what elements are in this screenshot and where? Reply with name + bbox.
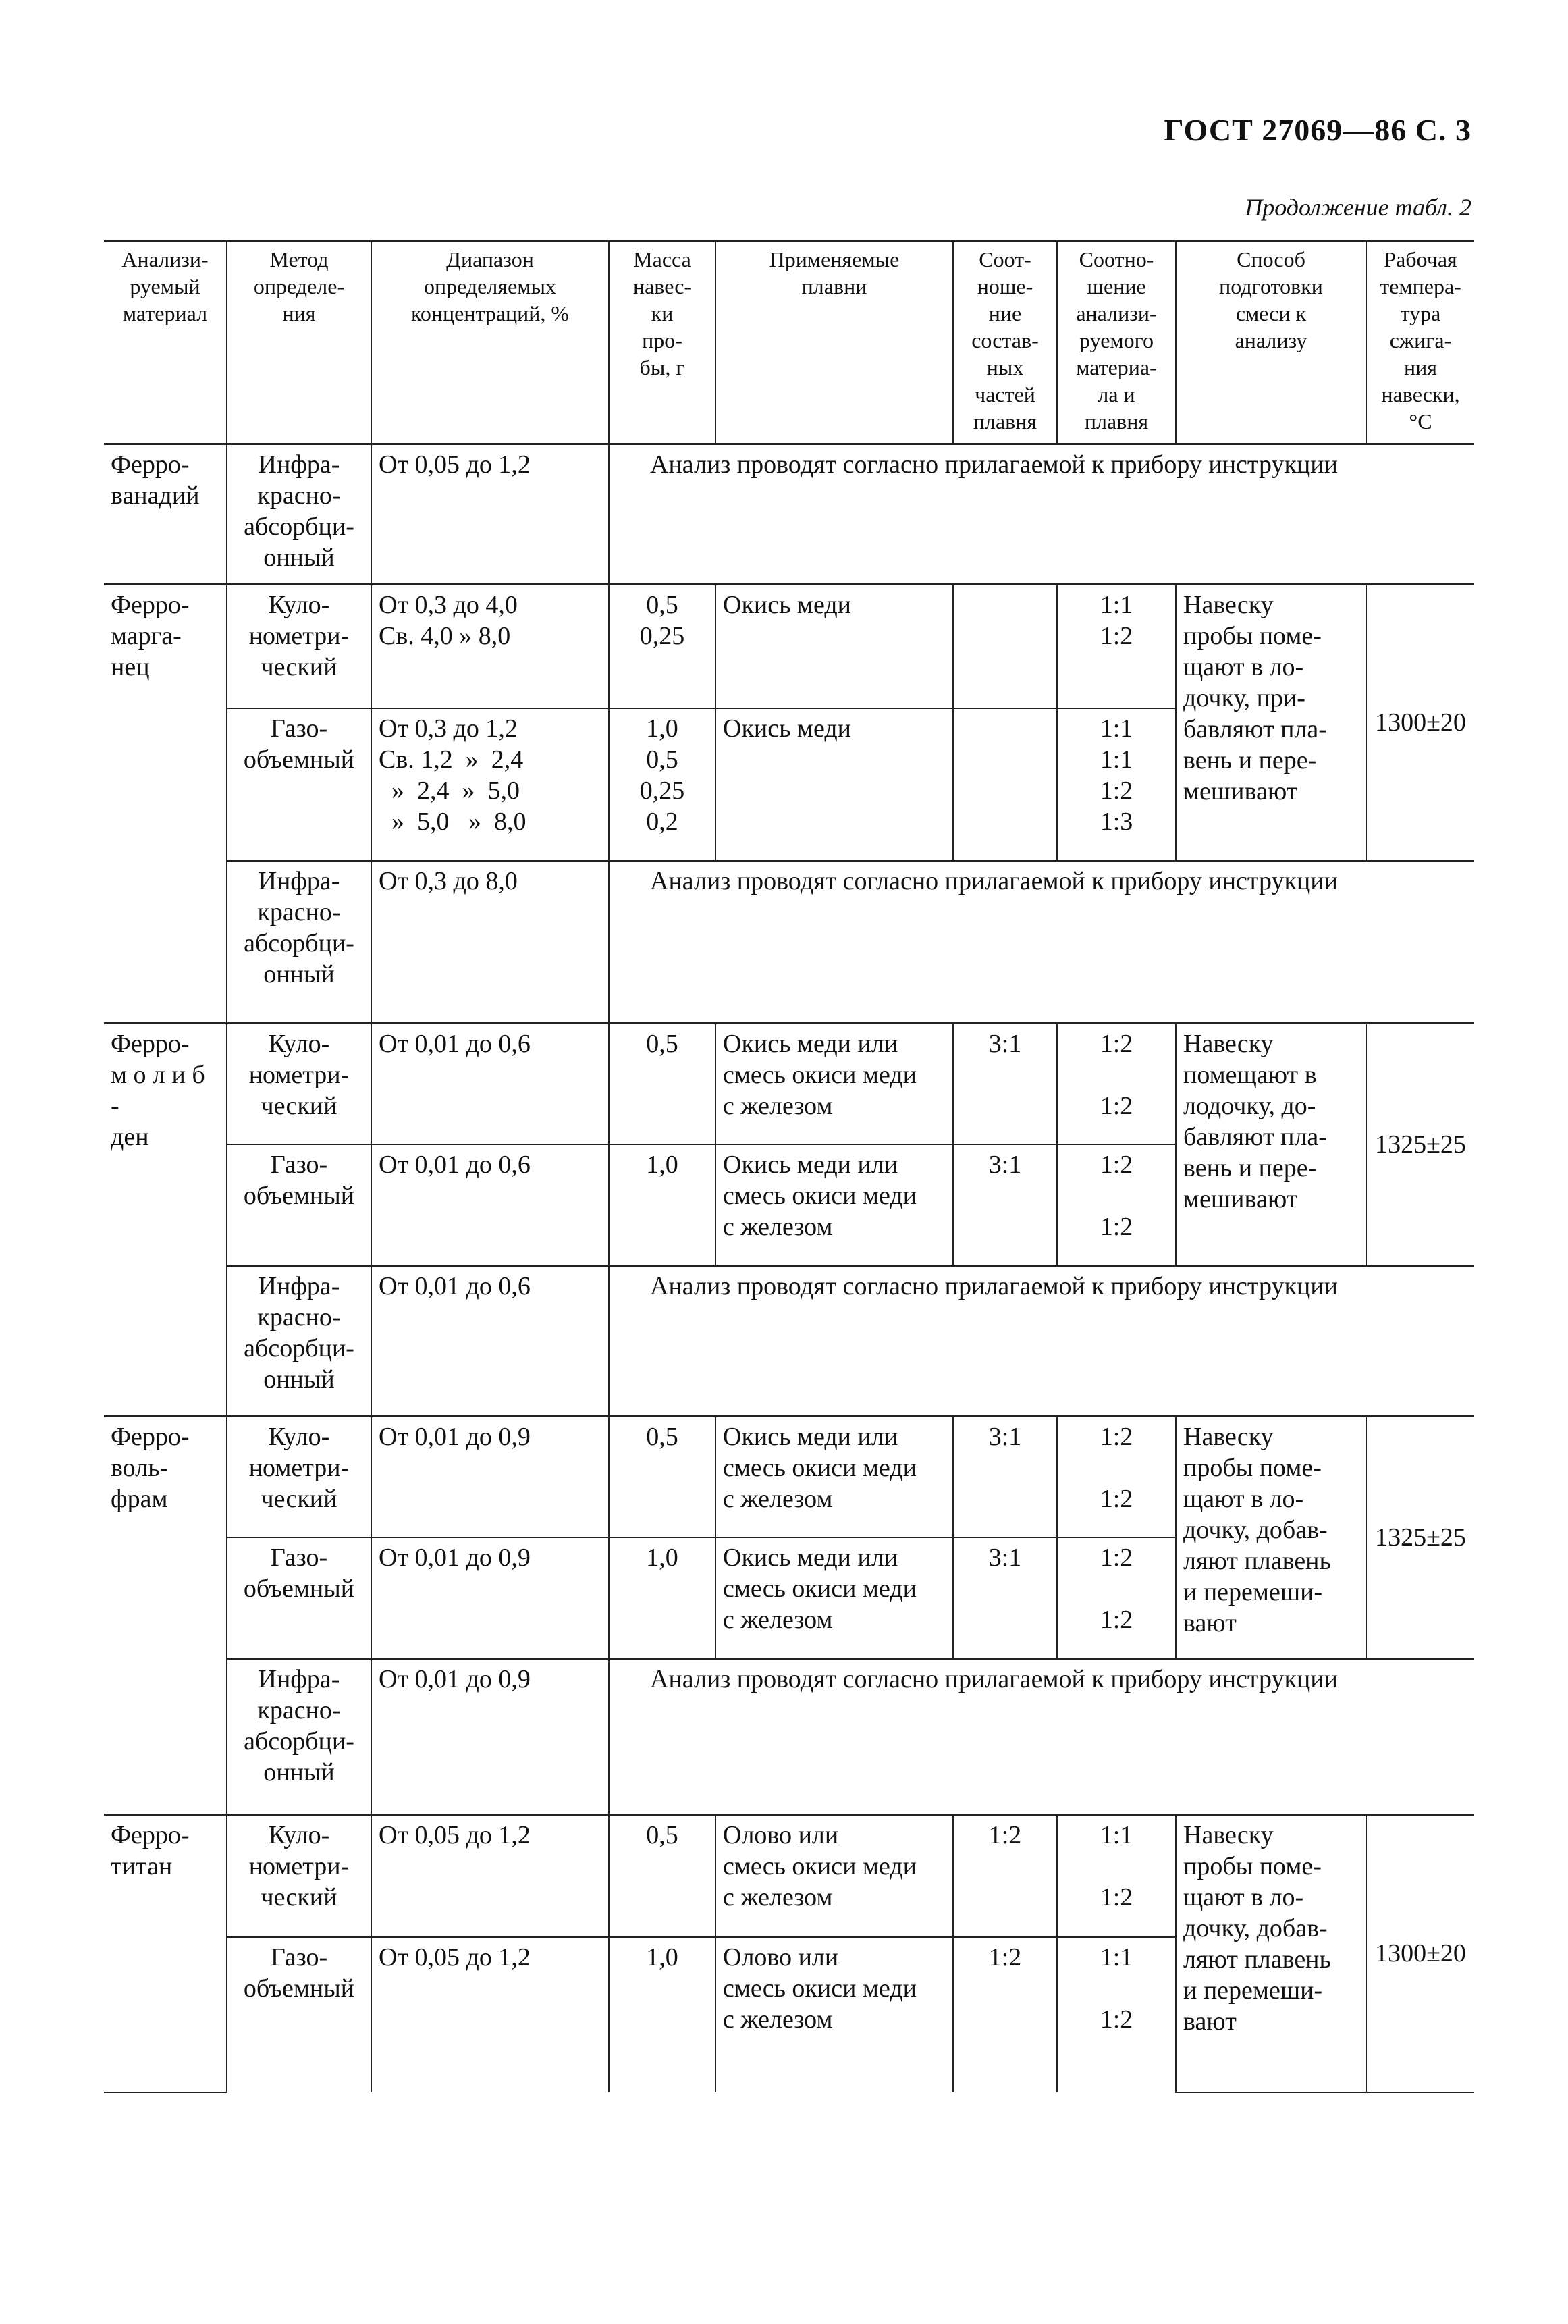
method-cell: Газо- объемный	[227, 1537, 371, 1659]
temp-cell: 1300±20	[1366, 1814, 1474, 2092]
method-cell: Инфра- красно- абсорбци- онный	[227, 1266, 371, 1416]
mass-cell: 1,0	[609, 1537, 715, 1659]
flux-table	[104, 240, 1474, 2093]
method-cell: Куло- нометри- ческий	[227, 1814, 371, 1937]
flux-cell: Окись меди	[715, 584, 953, 708]
material-cell: Ферро- м о л и б - ден	[104, 1023, 227, 1416]
mass-cell: 1,0	[609, 1937, 715, 2092]
table-row	[104, 1814, 1474, 1937]
ratio-sample-cell: 1:1 1:2	[1057, 1814, 1176, 1937]
method-cell: Газо- объемный	[227, 1937, 371, 2092]
range-cell: От 0,01 до 0,6	[371, 1266, 609, 1416]
ratio-sample-cell: 1:2 1:2	[1057, 1416, 1176, 1537]
range-cell: От 0,05 до 1,2	[371, 444, 609, 584]
prep-cell: Навеску помещают в лодочку, до- бавляют пла- вень и пере- мешивают	[1176, 1023, 1366, 1266]
range-cell: От 0,01 до 0,6	[371, 1144, 609, 1266]
ratio-parts-cell: 1:2	[953, 1937, 1057, 2092]
table-row	[104, 1416, 1474, 1537]
flux-cell: Окись меди или смесь окиси меди с железом	[715, 1144, 953, 1266]
mass-cell: 1,0 0,5 0,25 0,2	[609, 708, 715, 861]
temp-cell: 1325±25	[1366, 1023, 1474, 1266]
temp-cell: 1325±25	[1366, 1416, 1474, 1659]
ratio-sample-cell: 1:2 1:2	[1057, 1023, 1176, 1144]
ratio-parts-cell: 3:1	[953, 1144, 1057, 1266]
flux-cell: Окись меди или смесь окиси меди с железом	[715, 1023, 953, 1144]
mass-cell: 1,0	[609, 1144, 715, 1266]
flux-cell: Олово или смесь окиси меди с железом	[715, 1814, 953, 1937]
material-cell: Ферро- титан	[104, 1814, 227, 2092]
header-mass: Масса навес- ки про- бы, г	[609, 241, 715, 444]
method-cell: Куло- нометри- ческий	[227, 1023, 371, 1144]
header-ratio-sample: Соотно- шение анализи- руемого материа- ла и плавня	[1057, 241, 1176, 444]
header-ratio-parts: Соот- ноше- ние состав- ных частей плавня	[953, 241, 1057, 444]
range-cell: От 0,3 до 8,0	[371, 861, 609, 1023]
range-cell: От 0,05 до 1,2	[371, 1937, 609, 2092]
ratio-sample-cell: 1:1 1:1 1:2 1:3	[1057, 708, 1176, 861]
ratio-parts-cell	[953, 708, 1057, 861]
table-row	[104, 1659, 1474, 1814]
ratio-sample-cell: 1:2 1:2	[1057, 1144, 1176, 1266]
instruction-note: Анализ проводят согласно прилагаемой к прибору инструкции	[609, 1659, 1474, 1814]
header-range: Диапазон определяемых концентраций, %	[371, 241, 609, 444]
header-material: Анализи- руемый материал	[104, 241, 227, 444]
ratio-parts-cell	[953, 584, 1057, 708]
ratio-sample-cell: 1:1 1:2	[1057, 1937, 1176, 2092]
material-cell: Ферро- ванадий	[104, 444, 227, 584]
method-cell: Инфра- красно- абсорбци- онный	[227, 444, 371, 584]
mass-cell: 0,5	[609, 1023, 715, 1144]
header-prep: Способ подготовки смеси к анализу	[1176, 241, 1366, 444]
flux-cell: Олово или смесь окиси меди с железом	[715, 1937, 953, 2092]
mass-cell: 0,5 0,25	[609, 584, 715, 708]
range-cell: От 0,01 до 0,9	[371, 1537, 609, 1659]
mass-cell: 0,5	[609, 1416, 715, 1537]
page-title: ГОСТ 27069—86 С. 3	[1164, 113, 1471, 147]
instruction-note: Анализ проводят согласно прилагаемой к прибору инструкции	[609, 1266, 1474, 1416]
prep-cell: Навеску пробы поме- щают в ло- дочку, добав- ляют плавень и перемеши- вают	[1176, 1814, 1366, 2092]
range-cell: От 0,3 до 1,2 Св. 1,2 » 2,4 » 2,4 » 5,0 » 5,0 » 8,0	[371, 708, 609, 861]
table-row	[104, 584, 1474, 708]
flux-cell: Окись меди или смесь окиси меди с железом	[715, 1537, 953, 1659]
header-fluxes: Применяемые плавни	[715, 241, 953, 444]
method-cell: Газо- объемный	[227, 708, 371, 861]
ratio-sample-cell: 1:1 1:2	[1057, 584, 1176, 708]
ratio-parts-cell: 3:1	[953, 1537, 1057, 1659]
flux-cell: Окись меди или смесь окиси меди с железом	[715, 1416, 953, 1537]
range-cell: От 0,01 до 0,6	[371, 1023, 609, 1144]
header-temp: Рабочая темпера- тура сжига- ния навески, °С	[1366, 241, 1474, 444]
instruction-note: Анализ проводят согласно прилагаемой к прибору инструкции	[609, 444, 1474, 584]
method-cell: Инфра- красно- абсорбци- онный	[227, 1659, 371, 1814]
ratio-parts-cell: 3:1	[953, 1416, 1057, 1537]
method-cell: Куло- нометри- ческий	[227, 1416, 371, 1537]
method-cell: Куло- нометри- ческий	[227, 584, 371, 708]
prep-cell: Навеску пробы поме- щают в ло- дочку, при- бавляют пла- вень и пере- мешивают	[1176, 584, 1366, 861]
method-cell: Газо- объемный	[227, 1144, 371, 1266]
ratio-parts-cell: 3:1	[953, 1023, 1057, 1144]
material-cell: Ферро- воль- фрам	[104, 1416, 227, 1814]
header-method: Метод определе- ния	[227, 241, 371, 444]
table-row	[104, 861, 1474, 1023]
mass-cell: 0,5	[609, 1814, 715, 1937]
ratio-sample-cell: 1:2 1:2	[1057, 1537, 1176, 1659]
range-cell: От 0,3 до 4,0 Св. 4,0 » 8,0	[371, 584, 609, 708]
table-row	[104, 1023, 1474, 1144]
range-cell: От 0,01 до 0,9	[371, 1416, 609, 1537]
temp-cell: 1300±20	[1366, 584, 1474, 861]
table-header-row	[104, 241, 1474, 444]
ratio-parts-cell: 1:2	[953, 1814, 1057, 1937]
table-continuation-label: Продолжение табл. 2	[1245, 194, 1471, 221]
method-cell: Инфра- красно- абсорбци- онный	[227, 861, 371, 1023]
table-row	[104, 1266, 1474, 1416]
flux-cell: Окись меди	[715, 708, 953, 861]
range-cell: От 0,05 до 1,2	[371, 1814, 609, 1937]
instruction-note: Анализ проводят согласно прилагаемой к прибору инструкции	[609, 861, 1474, 1023]
range-cell: От 0,01 до 0,9	[371, 1659, 609, 1814]
table-row	[104, 444, 1474, 584]
prep-cell: Навеску пробы поме- щают в ло- дочку, добав- ляют плавень и перемеши- вают	[1176, 1416, 1366, 1659]
material-cell: Ферро- марга- нец	[104, 584, 227, 1023]
